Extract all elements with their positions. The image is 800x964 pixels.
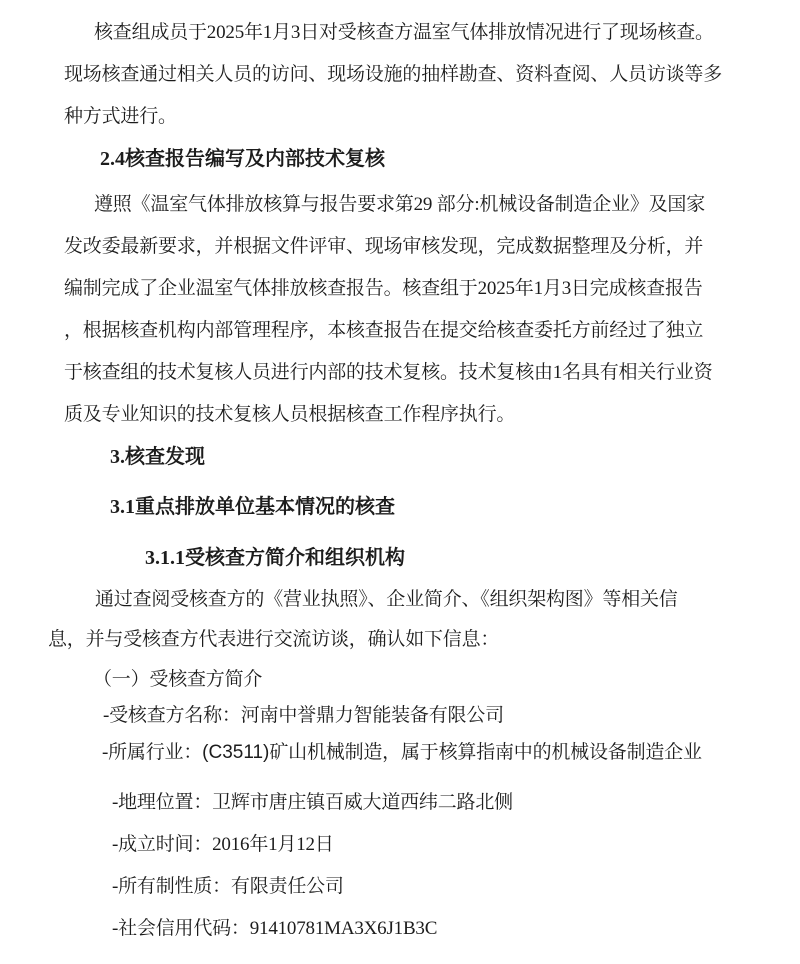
heading-3-1-1-company-profile: 3.1.1受核查方简介和组织机构: [145, 547, 405, 569]
paragraph-line: 于核查组的技术复核人员进行内部的技术复核。技术复核由1名具有相关行业资: [64, 362, 713, 383]
company-credit-code-item: -社会信用代码：91410781MA3X6J1B3C: [112, 918, 438, 939]
paragraph-line: 编制完成了企业温室气体排放核查报告。核查组于2025年1月3日完成核查报告: [64, 278, 703, 299]
paragraph-site-visit: [64, 12, 722, 138]
paragraph-line: 发改委最新要求，并根据文件评审、现场审核发现，完成数据整理及分析，并: [64, 236, 704, 257]
paragraph-line: 质及专业知识的技术复核人员根据核查工作程序执行。: [64, 404, 516, 425]
paragraph-report-writing: [64, 184, 722, 436]
company-ownership-item: -所有制性质：有限责任公司: [112, 876, 344, 897]
paragraph-document-review: [48, 580, 722, 660]
industry-label: -所属行业：: [102, 742, 203, 763]
industry-description: 矿山机械制造，属于核算指南中的机械设备制造企业: [269, 742, 702, 763]
company-location-item: -地理位置：卫辉市唐庄镇百威大道西纬二路北侧: [112, 792, 513, 813]
paragraph-line: 通过查阅受核查方的《营业执照》、企业简介、《组织架构图》等相关信: [95, 589, 678, 610]
paragraph-line: ，根据核查机构内部管理程序，本核查报告在提交给核查委托方前经过了独立: [64, 320, 704, 341]
paragraph-line: 种方式进行。: [64, 106, 177, 127]
list-header-company-intro: （一）受核查方简介: [93, 669, 263, 690]
heading-2-4-report-writing: 2.4核查报告编写及内部技术复核: [100, 148, 385, 170]
heading-3-1-basic-situation: 3.1重点排放单位基本情况的核查: [110, 496, 395, 518]
paragraph-line: 核查组成员于2025年1月3日对受核查方温室气体排放情况进行了现场核查。: [94, 22, 714, 43]
heading-3-verification-findings: 3.核查发现: [110, 446, 205, 468]
company-name-item: -受核查方名称：河南中誉鼎力智能装备有限公司: [103, 705, 504, 726]
company-industry-item: [64, 732, 722, 774]
company-founded-item: -成立时间：2016年1月12日: [112, 834, 334, 855]
paragraph-line: 遵照《温室气体排放核算与报告要求第29 部分:机械设备制造企业》及国家: [94, 194, 706, 215]
paragraph-line: 现场核查通过相关人员的访问、现场设施的抽样勘查、资料查阅、人员访谈等多: [64, 64, 723, 85]
industry-code: (C3511): [202, 742, 270, 763]
paragraph-line: 息，并与受核查方代表进行交流访谈，确认如下信息：: [48, 629, 500, 650]
